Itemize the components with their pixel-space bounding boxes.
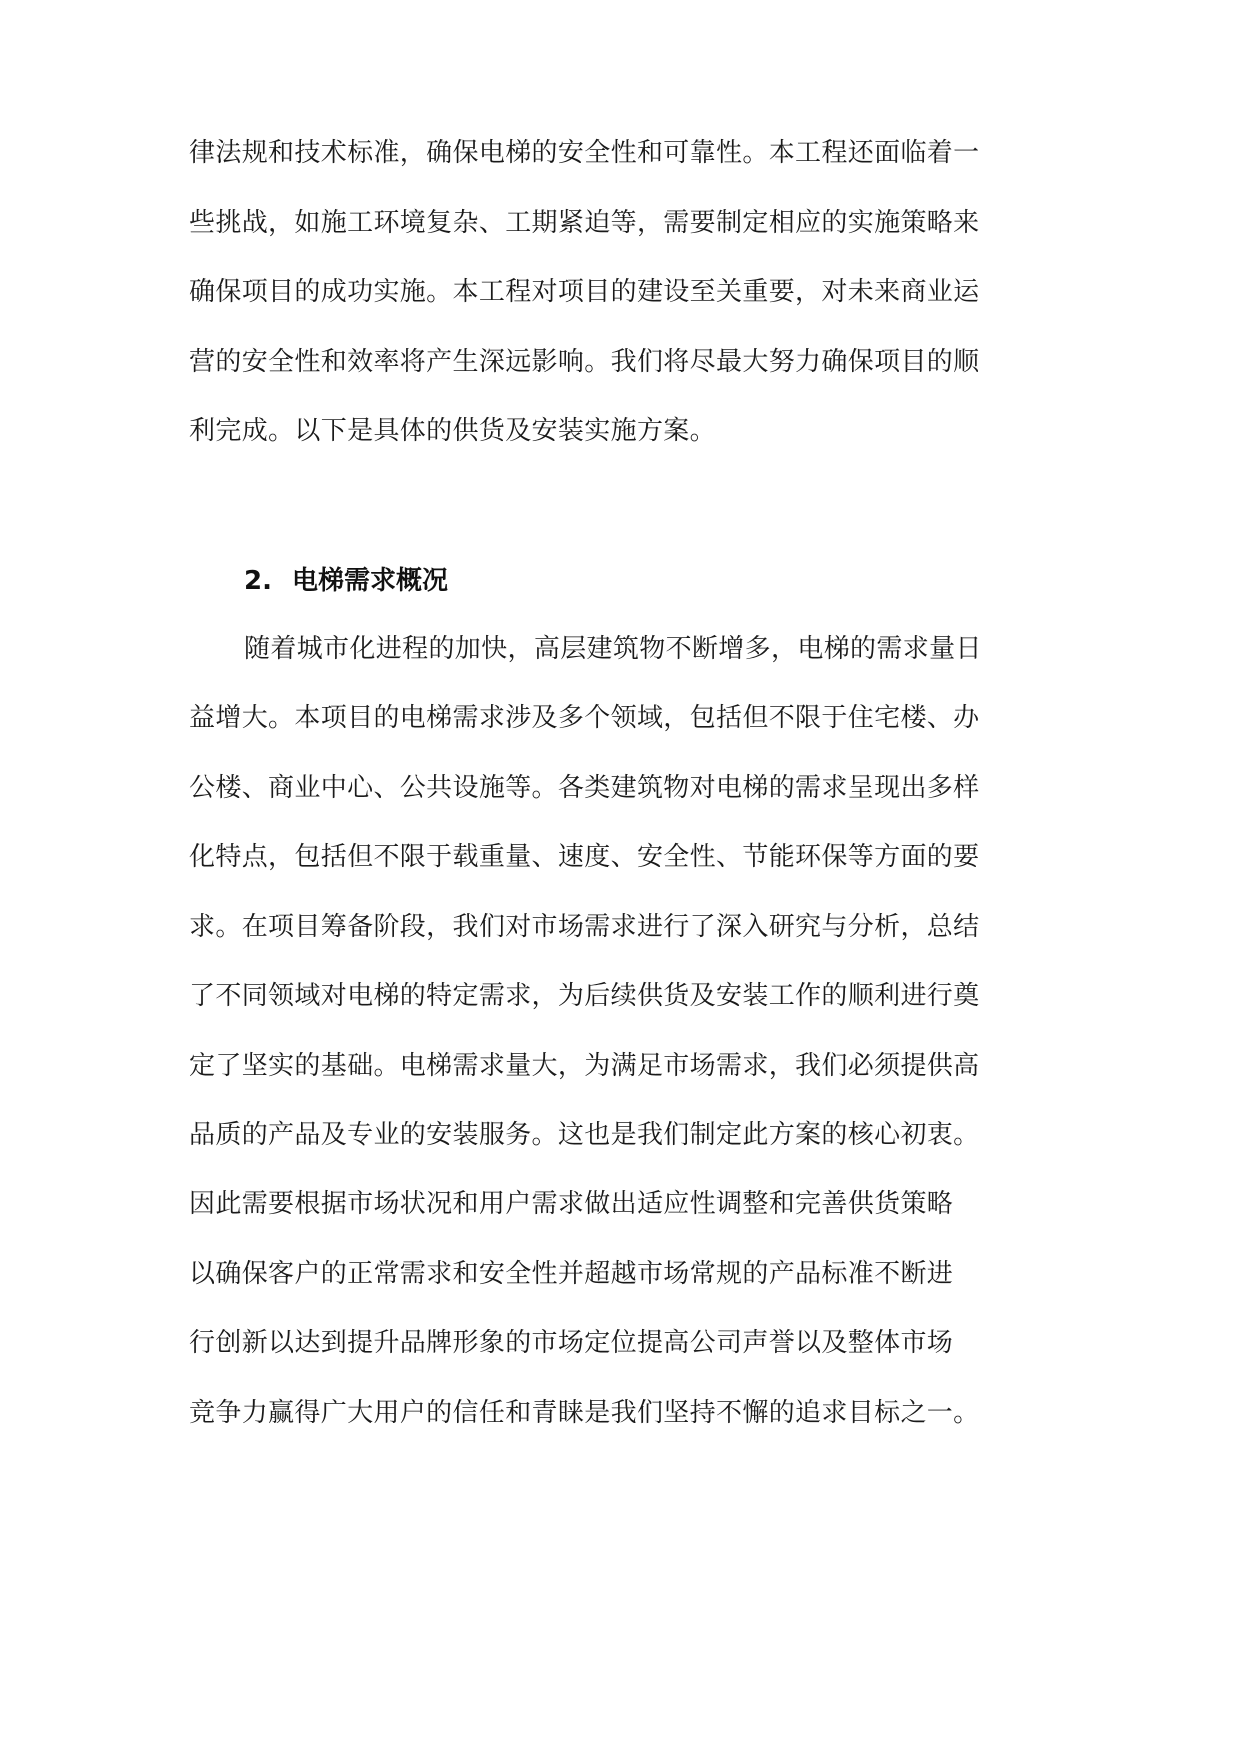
paragraph-line: 竞争力赢得广大用户的信任和青睐是我们坚持不懈的追求目标之一。 [189,1398,980,1428]
paragraph-line: 利完成。以下是具体的供货及安装实施方案。 [189,416,717,446]
paragraph-line: 化特点，包括但不限于载重量、速度、安全性、节能环保等方面的要 [189,842,980,872]
paragraph-line: 律法规和技术标准，确保电梯的安全性和可靠性。本工程还面临着一 [189,138,980,168]
paragraph-line: 营的安全性和效率将产生深远影响。我们将尽最大努力确保项目的顺 [189,347,980,377]
paragraph-line: 确保项目的成功实施。本工程对项目的建设至关重要，对未来商业运 [189,277,980,307]
paragraph-line: 随着城市化进程的加快，高层建筑物不断增多，电梯的需求量日 [244,634,982,664]
paragraph-line: 公楼、商业中心、公共设施等。各类建筑物对电梯的需求呈现出多样 [189,773,980,803]
paragraph-line: 益增大。本项目的电梯需求涉及多个领域，包括但不限于住宅楼、办 [189,703,980,733]
paragraph-line: 定了坚实的基础。电梯需求量大，为满足市场需求，我们必须提供高 [189,1051,980,1081]
paragraph-line: 因此需要根据市场状况和用户需求做出适应性调整和完善供货策略 [189,1189,954,1219]
section-heading [244,561,448,601]
paragraph-line: 了不同领域对电梯的特定需求，为后续供货及安装工作的顺利进行奠 [189,981,980,1011]
paragraph-line: 行创新以达到提升品牌形象的市场定位提高公司声誉以及整体市场 [189,1328,954,1358]
paragraph-line: 以确保客户的正常需求和安全性并超越市场常规的产品标准不断进 [189,1259,954,1289]
paragraph-line: 求。在项目筹备阶段，我们对市场需求进行了深入研究与分析，总结 [189,912,980,942]
paragraph-line: 些挑战，如施工环境复杂、工期紧迫等，需要制定相应的实施策略来 [189,208,980,238]
section-title: 电梯需求概况 [292,566,449,596]
paragraph-line: 品质的产品及专业的安装服务。这也是我们制定此方案的核心初衷。 [189,1120,980,1150]
section-number: 2. [244,566,272,596]
